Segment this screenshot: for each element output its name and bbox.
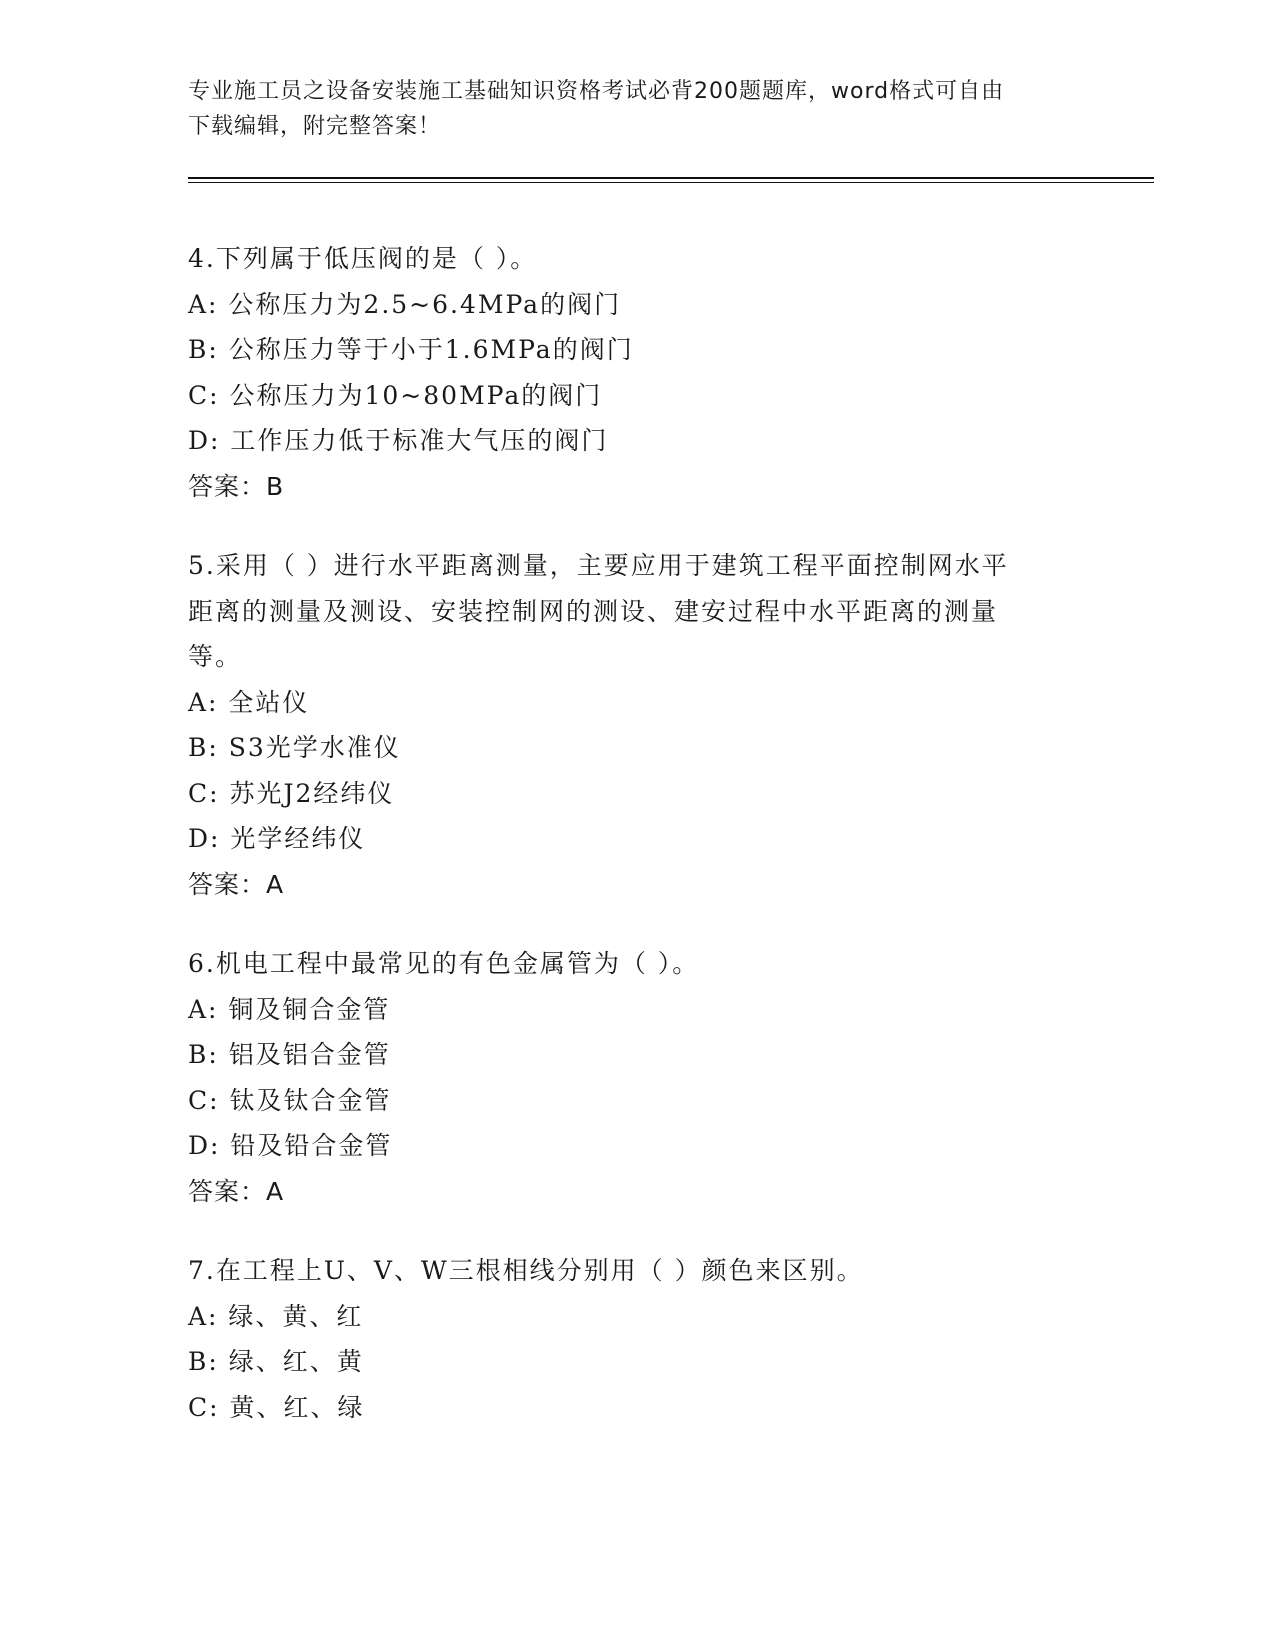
option-b: B: 铝及铝合金管: [188, 1040, 391, 1069]
option-b: B: 公称压力等于小于1.6MPa的阀门: [188, 335, 634, 364]
question-stem-line-2: 距离的测量及测设、安装控制网的测设、建安过程中水平距离的测量: [188, 596, 999, 626]
question-stem: 7.在工程上U、V、W三根相线分别用（ ）颜色来区别。: [188, 1256, 864, 1285]
question-4: [188, 236, 1088, 509]
question-stem: 6.机电工程中最常见的有色金属管为（ ）。: [188, 949, 700, 978]
answer-line: 答案：B: [188, 471, 285, 501]
question-stem-line-1: 5.采用（ ）进行水平距离测量，主要应用于建筑工程平面控制网水平: [188, 551, 1009, 580]
header-divider-thin: [188, 182, 1154, 183]
option-a: A: 铜及铜合金管: [188, 994, 391, 1024]
option-d: D: 工作压力低于标准大气压的阀门: [188, 426, 609, 455]
option-b: B: S3光学水准仪: [188, 733, 401, 762]
option-c: C: 公称压力为10~80MPa的阀门: [188, 380, 603, 410]
option-a: A: 绿、黄、红: [188, 1301, 364, 1331]
option-a: A: 公称压力为2.5~6.4MPa的阀门: [188, 289, 622, 319]
document-header: [188, 74, 1068, 144]
question-6: [188, 941, 1088, 1214]
option-b: B: 绿、红、黄: [188, 1347, 364, 1376]
option-a: A: 全站仪: [188, 687, 310, 717]
header-line-2: 下载编辑，附完整答案！: [188, 114, 442, 139]
option-d: D: 光学经纬仪: [188, 824, 366, 853]
question-stem-line-3: 等。: [188, 642, 243, 671]
option-c: C: 黄、红、绿: [188, 1392, 365, 1422]
question-stem: 4.下列属于低压阀的是（ ）。: [188, 244, 538, 273]
header-line-1: 专业施工员之设备安装施工基础知识资格考试必背200题题库，word格式可自由: [188, 79, 1005, 104]
option-c: C: 钛及钛合金管: [188, 1085, 392, 1115]
answer-line: 答案：A: [188, 869, 285, 899]
answer-line: 答案：A: [188, 1176, 285, 1206]
question-list: [188, 236, 1088, 1464]
option-d: D: 铅及铅合金管: [188, 1131, 393, 1160]
header-divider-thick: [188, 177, 1154, 179]
option-c: C: 苏光J2经纬仪: [188, 778, 395, 808]
question-7: [188, 1248, 1088, 1430]
question-5: [188, 543, 1088, 907]
